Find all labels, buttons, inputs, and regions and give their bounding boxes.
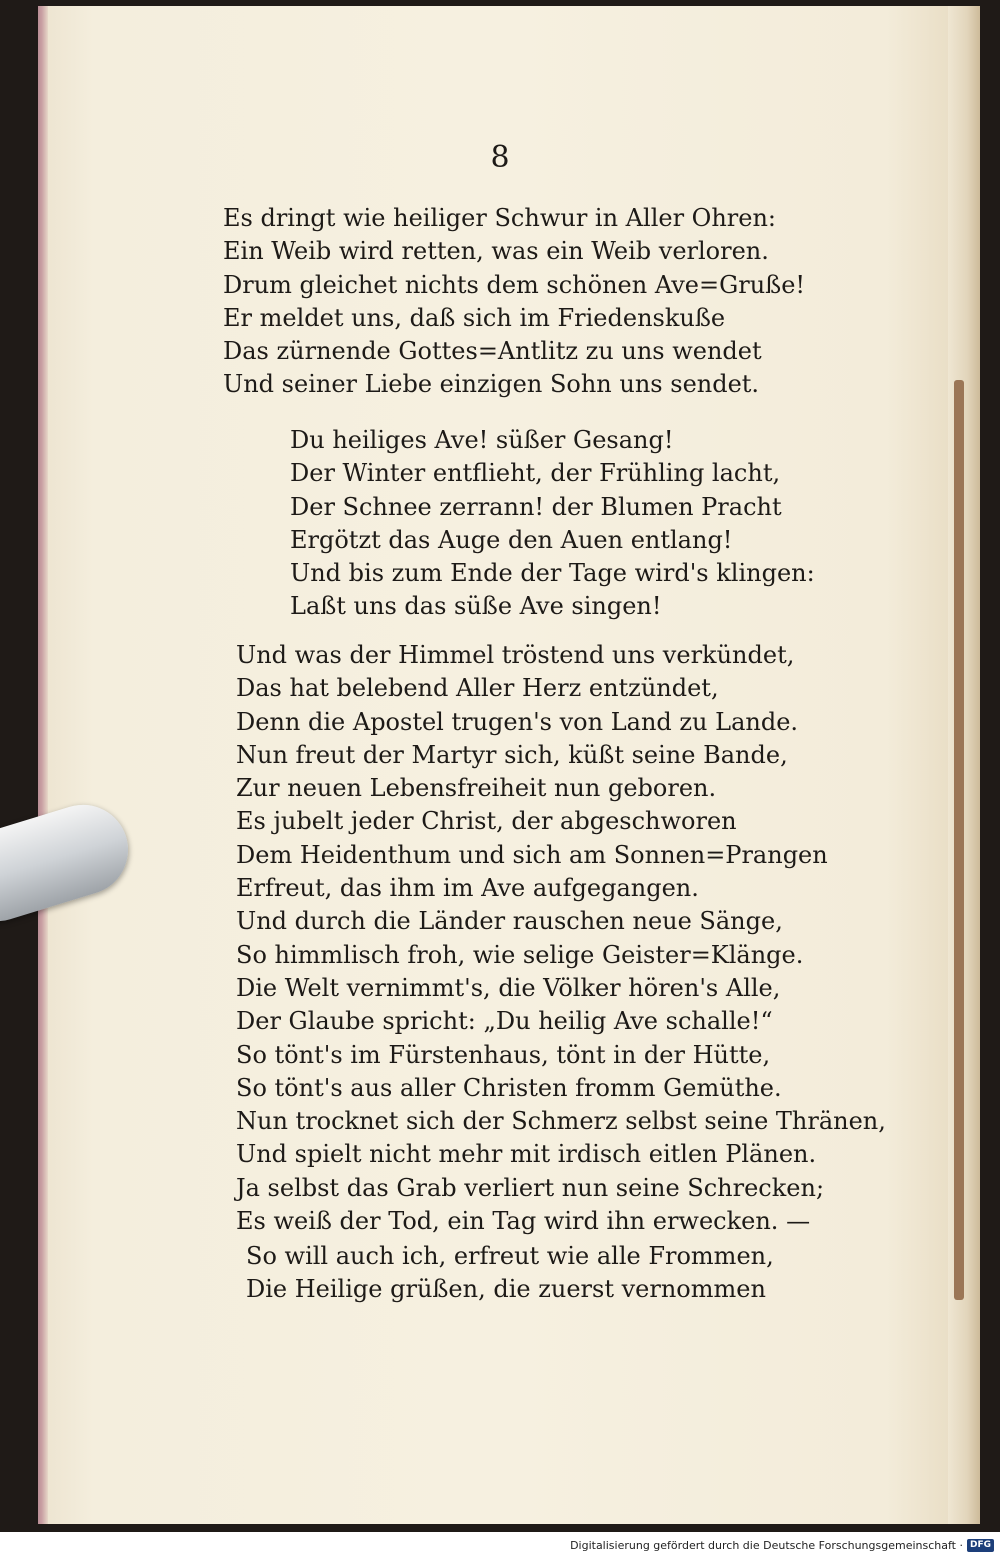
verse-line: Die Heilige grüßen, die zuerst vernommen — [246, 1275, 766, 1304]
verse-line: Ja selbst das Grab verliert nun seine Schrecken; — [236, 1173, 825, 1202]
verse-line: Zur neuen Lebensfreiheit nun geboren. — [236, 774, 717, 803]
verse-line: Drum gleichet nichts dem schönen Ave=Gruße! — [223, 270, 806, 299]
verse-line: Das zürnende Gottes=Antlitz zu uns wendet — [223, 337, 762, 366]
verse-line: Und durch die Länder rauschen neue Sänge, — [236, 907, 783, 936]
verse-line: So himmlisch froh, wie selige Geister=Klänge. — [236, 940, 804, 969]
refrain-stanza — [290, 424, 815, 624]
verse-line: Und bis zum Ende der Tage wird's klingen: — [290, 559, 815, 588]
verse-line: Laßt uns das süße Ave singen! — [290, 592, 662, 621]
verse-line: Nun freut der Martyr sich, küßt seine Bande, — [236, 740, 788, 769]
verse-line: Denn die Apostel trugen's von Land zu Lande. — [236, 707, 799, 736]
verse-line: Das hat belebend Aller Herz entzündet, — [236, 674, 719, 703]
credit-text: Digitalisierung gefördert durch die Deutsche Forschungsgemeinschaft · — [570, 1538, 963, 1552]
verse-line: Der Glaube spricht: „Du heilig Ave schalle!“ — [236, 1007, 773, 1036]
verse-line: Und was der Himmel tröstend uns verkündet, — [236, 641, 795, 669]
verse-line: So tönt's aus aller Christen fromm Gemüthe. — [236, 1073, 782, 1102]
verse-line: Es weiß der Tod, ein Tag wird ihn erwecken. — — [236, 1207, 811, 1236]
verse-line: Und spielt nicht mehr mit irdisch eitlen Plänen. — [236, 1140, 817, 1169]
stanza — [236, 639, 886, 1238]
verse-line: Der Winter entflieht, der Frühling lacht, — [290, 459, 781, 488]
verse-line: Dem Heidenthum und sich am Sonnen=Prangen — [236, 840, 828, 869]
digitization-credit — [570, 1536, 994, 1554]
verse-line: Ein Weib wird retten, was ein Weib verloren. — [223, 237, 769, 266]
dfg-logo: DFG — [967, 1539, 994, 1552]
verse-line: Er meldet uns, daß sich im Friedenskuße — [223, 303, 726, 332]
verse-line: Und seiner Liebe einzigen Sohn uns sendet. — [223, 370, 760, 399]
stanza — [223, 202, 805, 402]
binding-tab — [954, 380, 964, 1300]
verse-line: Ergötzt das Auge den Auen entlang! — [290, 525, 733, 554]
verse-line: Es dringt wie heiliger Schwur in Aller Ohren: — [223, 204, 777, 232]
verse-line: Nun trocknet sich der Schmerz selbst seine Thränen, — [236, 1107, 886, 1136]
verse-line: Der Schnee zerrann! der Blumen Pracht — [290, 492, 782, 521]
next-page-edge — [948, 6, 980, 1524]
page-number: 8 — [490, 140, 510, 175]
stanza — [246, 1240, 774, 1307]
page-gutter-edge — [38, 6, 48, 1524]
verse-line: Du heiliges Ave! süßer Gesang! — [290, 426, 674, 454]
verse-line: Es jubelt jeder Christ, der abgeschworen — [236, 807, 737, 836]
verse-line: Die Welt vernimmt's, die Völker hören's Alle, — [236, 973, 781, 1002]
verse-line: So will auch ich, erfreut wie alle Frommen, — [246, 1242, 774, 1270]
verse-line: Erfreut, das ihm im Ave aufgegangen. — [236, 874, 699, 903]
verse-line: So tönt's im Fürstenhaus, tönt in der Hütte, — [236, 1040, 771, 1069]
